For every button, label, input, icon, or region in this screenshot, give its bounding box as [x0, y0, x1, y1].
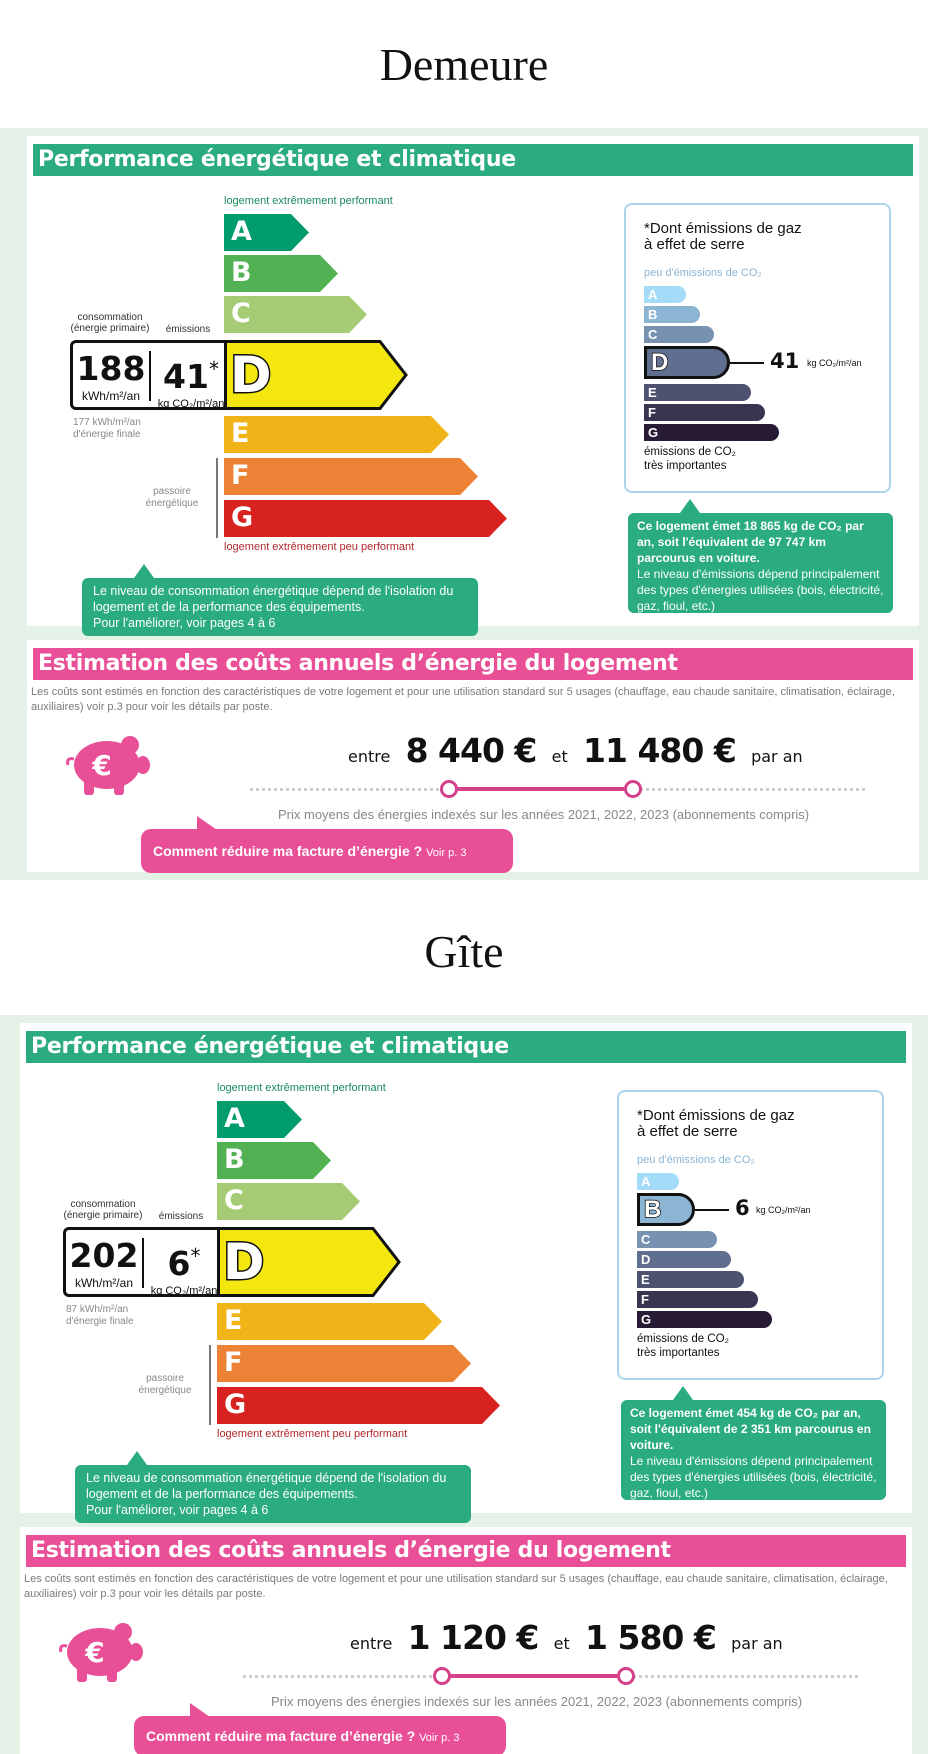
emissions-unit: kg CO₂/m²/an: [150, 1285, 218, 1297]
ghg-bar-f: F: [644, 404, 765, 421]
final-energy: 87 kWh/m²/an d'énergie finale: [66, 1304, 134, 1327]
cost-range: entre 8 440 € et 11 480 € par an: [348, 731, 803, 770]
ghg-class-letter: B: [644, 1196, 662, 1223]
bottom-label: logement extrêmement peu performant: [224, 541, 415, 553]
ghg-top-label: peu d'émissions de CO₂: [637, 1154, 755, 1166]
performance-banner: Performance énergétique et climatique: [33, 144, 913, 176]
cost-banner: Estimation des coûts annuels d’énergie du logement: [33, 648, 913, 680]
energy-class-letter: D: [230, 346, 272, 404]
ghg-callout: Ce logement émet 18 865 kg de CO₂ par an, soit l'équivalent de 97 747 km parcourus en voiture. Le niveau d'émissions dépend principalement des types d'énergies utilisées (bois, électricité, gaz, fioul, etc.): [628, 513, 893, 613]
ghg-bar-f: F: [637, 1291, 758, 1308]
cost-low-marker: [440, 780, 458, 798]
cost-range: entre 1 120 € et 1 580 € par an: [350, 1618, 783, 1657]
piggy-bank-icon: [62, 727, 152, 802]
emissions-star: *: [190, 1244, 201, 1268]
ghg-bottom-label: émissions de CO₂ très importantes: [637, 1333, 730, 1359]
energy-bar-b: B: [224, 255, 338, 292]
cta-pointer: [197, 816, 217, 830]
cost-high: 1 580 €: [585, 1618, 716, 1657]
ghg-bar-a: A: [637, 1173, 679, 1190]
cost-high: 11 480 €: [583, 731, 736, 770]
passoire-line: [216, 458, 218, 538]
consumption-unit: kWh/m²/an: [74, 1276, 133, 1290]
top-label: logement extrêmement performant: [217, 1082, 386, 1094]
energy-bar-a: A: [224, 214, 309, 251]
value-box: [63, 1227, 221, 1297]
energy-bar-a: A: [217, 1101, 302, 1138]
ghg-bar-e: E: [637, 1271, 744, 1288]
emissions-label: émissions: [165, 324, 211, 335]
cost-range-fill: [441, 1674, 626, 1678]
ghg-pointer: [730, 362, 764, 364]
ghg-title: *Dont émissions de gaz à effet de serre: [644, 220, 802, 253]
energy-bar-c: C: [217, 1183, 360, 1220]
cost-note: Prix moyens des énergies indexés sur les années 2021, 2022, 2023 (abonnements compris): [271, 1694, 803, 1709]
consumption-label: consommation (énergie primaire): [63, 1199, 143, 1221]
passoire-label: passoire énergétique: [145, 486, 199, 509]
reduce-bill-button[interactable]: Comment réduire ma facture d’énergie ? Voir p. 3: [134, 1716, 506, 1754]
ghg-bar-g: G: [637, 1311, 772, 1328]
consumption-label: consommation (énergie primaire): [70, 312, 150, 334]
ghg-unit: kg CO₂/m²/an: [807, 358, 862, 368]
cost-description: Les coûts sont estimés en fonction des caractéristiques de votre logement et pour une utilisation standard sur 5 usages (chauffage, eau chaude sanitaire, climatisation, éclairage, auxiliaires) voir p.3 pour voir les détails par poste.: [31, 686, 895, 713]
cost-note: Prix moyens des énergies indexés sur les années 2021, 2022, 2023 (abonnements compris): [278, 807, 810, 822]
ghg-class-letter: D: [651, 349, 669, 376]
property-section: [0, 1015, 921, 1754]
emissions-value: 41: [163, 357, 209, 396]
cta-pointer: [190, 1703, 210, 1717]
performance-banner: Performance énergétique et climatique: [26, 1031, 906, 1063]
ghg-bottom-label: émissions de CO₂ très importantes: [644, 446, 737, 472]
ghg-callout: Ce logement émet 454 kg de CO₂ par an, soit l'équivalent de 2 351 km parcourus en voiture. Le niveau d'émissions dépend principalement des types d'énergies utilisées (bois, électricité, gaz, fioul, etc.): [621, 1400, 886, 1500]
energy-bar-g: G: [217, 1387, 500, 1424]
energy-bar-f: F: [217, 1345, 471, 1382]
cost-banner: Estimation des coûts annuels d’énergie du logement: [26, 1535, 906, 1567]
energy-callout: Le niveau de consommation énergétique dépend de l'isolation du logement et de la performance des équipements. Pour l'améliorer, voir pages 4 à 6: [75, 1465, 471, 1523]
ghg-value: 6: [735, 1196, 750, 1220]
ghg-bar-d: D: [637, 1251, 731, 1268]
ghg-bar-e: E: [644, 384, 751, 401]
ghg-bar-g: G: [644, 424, 779, 441]
energy-callout: Le niveau de consommation énergétique dépend de l'isolation du logement et de la performance des équipements. Pour l'améliorer, voir pages 4 à 6: [82, 578, 478, 636]
ghg-bar-c: C: [637, 1231, 717, 1248]
energy-callout-pointer: [134, 564, 154, 578]
energy-bar-f: F: [224, 458, 478, 495]
svg-text:€: €: [92, 749, 112, 782]
property-title: Gîte: [424, 926, 504, 977]
piggy-bank-icon: [55, 1614, 145, 1689]
cost-high-marker: [624, 780, 642, 798]
emissions-unit: kg CO₂/m²/an: [157, 398, 225, 410]
final-energy: 177 kWh/m²/an d'énergie finale: [73, 417, 141, 440]
energy-bar-b: B: [217, 1142, 331, 1179]
cost-description: Les coûts sont estimés en fonction des caractéristiques de votre logement et pour une utilisation standard sur 5 usages (chauffage, eau chaude sanitaire, climatisation, éclairage, auxiliaires) voir p.3 pour voir les détails par poste.: [24, 1573, 888, 1600]
emissions-value: 6: [167, 1244, 191, 1283]
ghg-bar-b: B: [644, 306, 700, 323]
passoire-line: [209, 1345, 211, 1425]
consumption-unit: kWh/m²/an: [81, 389, 140, 403]
ghg-bar-b-active: [637, 1193, 695, 1226]
energy-bar-e: E: [224, 416, 449, 453]
ghg-box: [617, 1090, 884, 1380]
ghg-callout-pointer: [673, 1386, 693, 1400]
energy-callout-pointer: [127, 1451, 147, 1465]
ghg-title: *Dont émissions de gaz à effet de serre: [637, 1107, 795, 1140]
ghg-bar-c: C: [644, 326, 714, 343]
ghg-unit: kg CO₂/m²/an: [756, 1205, 811, 1215]
energy-bar-g: G: [224, 500, 507, 537]
consumption-value: 202: [69, 1236, 139, 1275]
top-label: logement extrêmement performant: [224, 195, 393, 207]
passoire-label: passoire énergétique: [138, 1373, 192, 1396]
cost-range-fill: [448, 787, 633, 791]
bottom-label: logement extrêmement peu performant: [217, 1428, 408, 1440]
ghg-box: [624, 203, 891, 493]
svg-text:€: €: [85, 1636, 105, 1669]
ghg-top-label: peu d'émissions de CO₂: [644, 267, 762, 279]
emissions-label: émissions: [158, 1211, 204, 1222]
energy-bar-d-active: [224, 340, 408, 410]
value-box: [70, 340, 228, 410]
ghg-bar-d-active: [644, 346, 730, 379]
consumption-value: 188: [76, 349, 146, 388]
energy-bar-d-active: [217, 1227, 401, 1297]
cost-low: 1 120 €: [407, 1618, 539, 1657]
property-title: Demeure: [379, 39, 549, 90]
ghg-callout-pointer: [680, 499, 700, 513]
ghg-value: 41: [770, 349, 800, 373]
reduce-bill-button[interactable]: Comment réduire ma facture d’énergie ? Voir p. 3: [141, 829, 513, 873]
cost-low-marker: [433, 1667, 451, 1685]
ghg-pointer: [695, 1209, 729, 1211]
cost-high-marker: [617, 1667, 635, 1685]
emissions-star: *: [208, 357, 219, 381]
property-section: [0, 128, 928, 908]
ghg-bar-a: A: [644, 286, 686, 303]
cost-low: 8 440 €: [405, 731, 537, 770]
energy-class-letter: D: [223, 1233, 265, 1291]
energy-bar-c: C: [224, 296, 367, 333]
energy-bar-e: E: [217, 1303, 442, 1340]
